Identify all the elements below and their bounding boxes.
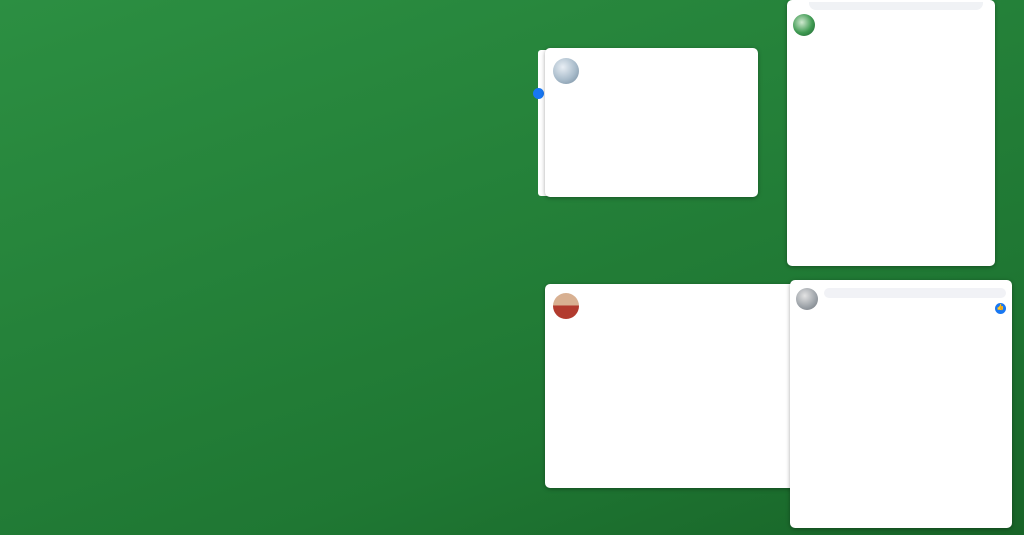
commenter-avatar	[553, 58, 579, 84]
previous-comment-remnant	[809, 2, 983, 10]
thumb-reaction-icon: 👍	[995, 303, 1006, 314]
testimonial-card-alejandra	[545, 48, 758, 197]
testimonial-card-evelyn	[787, 0, 995, 266]
commenter-avatar	[793, 14, 815, 36]
commenter-avatar	[796, 288, 818, 310]
commenter-avatar	[553, 293, 579, 319]
like-badge-icon	[533, 88, 544, 99]
comment-bubble	[824, 288, 1006, 298]
testimonial-card-josefa	[545, 284, 800, 488]
testimonial-card-paola	[790, 280, 1012, 528]
